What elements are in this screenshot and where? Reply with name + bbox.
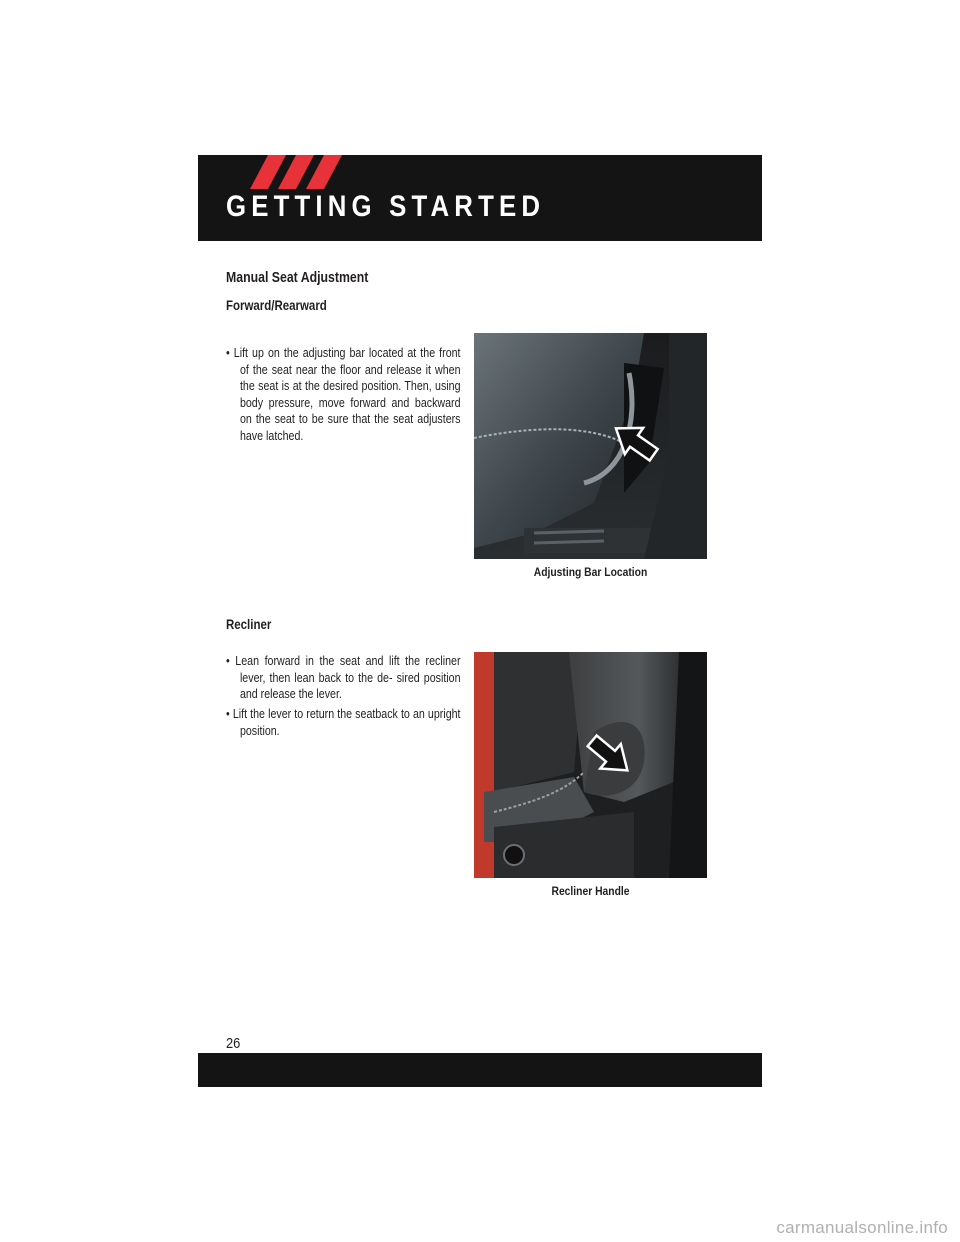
forward-rearward-bullet: • Lift up on the adjusting bar located at the front of the seat near the floor and release it when the seat is at the desired position. Then, using body pressure, move forward and backward on the seat to be sure that the seat adjusters have latched. [226,345,461,443]
recliner-bullet-2: • Lift the lever to return the seatback to an upright position. [226,706,461,738]
recliner-heading: Recliner [226,616,272,632]
accent-stripes [250,155,342,189]
recliner-bullet-1: • Lean forward in the seat and lift the recliner lever, then lean back to the de- sired position and release the lever. [226,653,461,702]
adjusting-bar-photo [474,333,707,559]
page-heading: Manual Seat Adjustment [226,269,369,286]
section-title: GETTING STARTED [226,190,546,223]
recliner-handle-photo [474,652,707,878]
recliner-handle-caption: Recliner Handle [551,884,630,898]
page-number: 26 [226,1035,241,1052]
footer-bar [198,1053,762,1087]
forward-rearward-heading: Forward/Rearward [226,297,327,313]
adjusting-bar-caption: Adjusting Bar Location [533,565,648,579]
watermark: carmanualsonline.info [776,1218,948,1237]
